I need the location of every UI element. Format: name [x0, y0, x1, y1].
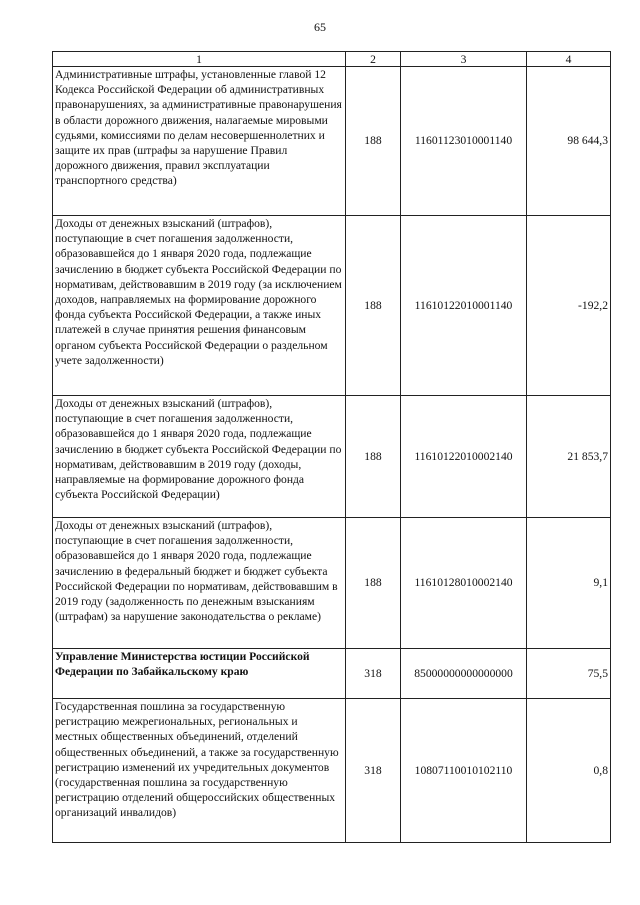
row-description: Доходы от денежных взысканий (штрафов), поступающие в счет погашения задолженности, образовавшейся до 1 января 2020 года, подлежащие зачислению в бюджет субъекта Российской Федерации по нормативам, действовавшим в 2019 году (доходы, направляемые на формирование дорожного фонда субъекта Российской Федерации) [53, 396, 346, 518]
budget-classification-code: 10807110010102110 [401, 699, 527, 843]
row-description: Государственная пошлина за государственную регистрацию межрегиональных, региональных и местных общественных объединений, отделений общественных объединений, а также за государственную регистрацию изменений их учредительных документов (государственная пошлина за государственную регистрацию отделений общероссийских общественных организаций инвалидов) [53, 699, 346, 843]
table-row [53, 649, 611, 699]
budget-classification-code: 11610122010001140 [401, 216, 527, 396]
administrator-code: 188 [346, 518, 401, 649]
budget-classification-code: 85000000000000000 [401, 649, 527, 699]
row-description: Административные штрафы, установленные главой 12 Кодекса Российской Федерации об административных правонарушениях, за административные правонарушения в области дорожного движения, налагаемые мировыми судьями, комиссиями по делам несовершеннолетних и защите их прав (штрафы за нарушение Правил дорожного движения, правил эксплуатации транспортного средства) [53, 67, 346, 216]
administrator-code: 318 [346, 649, 401, 699]
row-description: Управление Министерства юстиции Российской Федерации по Забайкальскому краю [53, 649, 346, 699]
table-row [53, 216, 611, 396]
table-row [53, 396, 611, 518]
budget-revenue-table [52, 51, 611, 843]
amount-value: 0,8 [527, 699, 611, 843]
column-header: 2 [346, 52, 401, 67]
administrator-code: 318 [346, 699, 401, 843]
table-row [53, 699, 611, 843]
row-description: Доходы от денежных взысканий (штрафов), поступающие в счет погашения задолженности, образовавшейся до 1 января 2020 года, подлежащие зачислению в бюджет субъекта Российской Федерации по нормативам, действовавшим в 2019 году (за исключением доходов, направляемых на формирование дорожного фонда субъекта Российской Федерации, а также иных платежей в случае принятия решения финансовым органом субъекта Российской Федерации о раздельном учете задолженности) [53, 216, 346, 396]
amount-value: -192,2 [527, 216, 611, 396]
table-header-row [53, 52, 611, 67]
table-row [53, 67, 611, 216]
budget-classification-code: 11610128010002140 [401, 518, 527, 649]
administrator-code: 188 [346, 67, 401, 216]
administrator-code: 188 [346, 396, 401, 518]
table-row [53, 518, 611, 649]
budget-classification-code: 11601123010001140 [401, 67, 527, 216]
column-header: 4 [527, 52, 611, 67]
row-description: Доходы от денежных взысканий (штрафов), поступающие в счет погашения задолженности, образовавшейся до 1 января 2020 года, подлежащие зачислению в федеральный бюджет и бюджет субъекта Российской Федерации по нормативам, действовавшим в 2019 году (задолженность по денежным взысканиям (штрафам) за нарушение законодательства о рекламе) [53, 518, 346, 649]
administrator-code: 188 [346, 216, 401, 396]
page-number: 65 [314, 20, 326, 34]
budget-classification-code: 11610122010002140 [401, 396, 527, 518]
amount-value: 75,5 [527, 649, 611, 699]
amount-value: 98 644,3 [527, 67, 611, 216]
column-header: 3 [401, 52, 527, 67]
column-header: 1 [53, 52, 346, 67]
amount-value: 21 853,7 [527, 396, 611, 518]
amount-value: 9,1 [527, 518, 611, 649]
